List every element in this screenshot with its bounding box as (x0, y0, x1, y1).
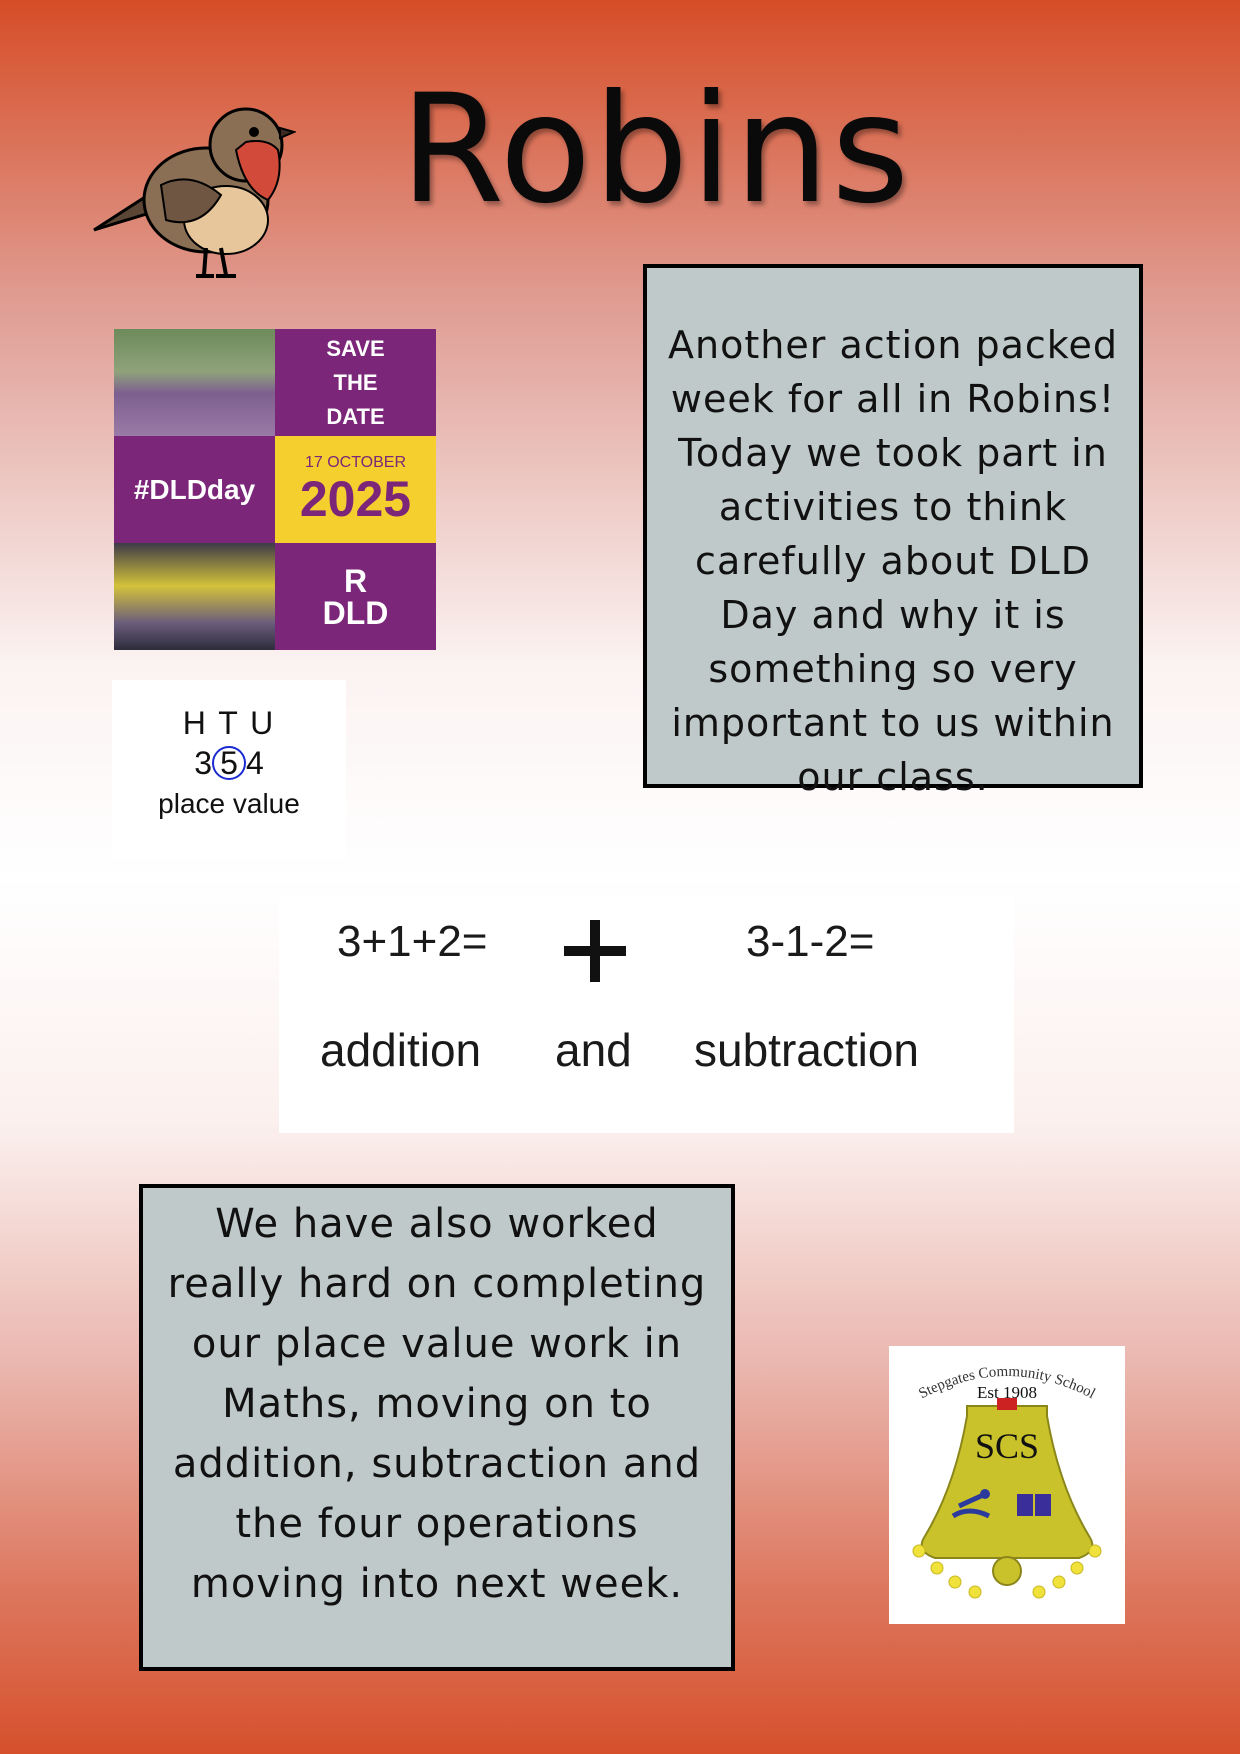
htu-header: H T U (182, 705, 276, 741)
logo-dld: DLD (322, 594, 389, 631)
maths-textbox: We have also worked really hard on completing our place value work in Maths, moving on to addition, subtraction and the four operations moving into next week. (139, 1184, 735, 1671)
date-line: 17 OCTOBER (304, 453, 407, 471)
place-value-card (112, 680, 346, 858)
the-word: THE (333, 369, 378, 395)
hashtag: #DLDday (114, 436, 275, 543)
subtraction-expression: 3-1-2= (746, 917, 875, 966)
hundreds-digit: 3 (194, 745, 212, 781)
event-date (275, 436, 436, 543)
school-logo (889, 1346, 1125, 1624)
raise-dld-logo (275, 543, 436, 650)
book-icon (1017, 1494, 1051, 1516)
addition-label: addition (320, 1024, 482, 1076)
school-logo-graphic (889, 1346, 1125, 1624)
plus-icon (564, 920, 626, 982)
place-value-number (112, 742, 346, 784)
and-label: and (555, 1024, 632, 1076)
addition-expression: 3+1+2= (337, 917, 488, 966)
dld-day-poster (114, 329, 436, 650)
tens-digit-circled: 5 (212, 746, 246, 780)
dld-day-textbox: Another action packed week for all in Robins! Today we took part in activities to think carefully about DLD Day and why it is something so very important to us within our class. (643, 264, 1143, 788)
save-the-date (275, 329, 436, 436)
logo-r: R (343, 562, 368, 599)
school-name-arc: Stepgates Community School (916, 1363, 1098, 1403)
est-year: Est 1908 (977, 1383, 1037, 1402)
operations-card (279, 895, 1014, 1133)
save-word: SAVE (326, 335, 385, 361)
school-initials: SCS (974, 1426, 1040, 1466)
year: 2025 (299, 470, 412, 527)
place-value-label: place value (158, 788, 300, 819)
group-photo (114, 329, 275, 436)
page-title: Robins (400, 63, 912, 237)
units-digit: 4 (246, 745, 264, 781)
robin-icon (86, 90, 296, 285)
date-word: DATE (326, 403, 385, 429)
subtraction-label: subtraction (694, 1024, 920, 1076)
staff-photo (114, 543, 275, 650)
